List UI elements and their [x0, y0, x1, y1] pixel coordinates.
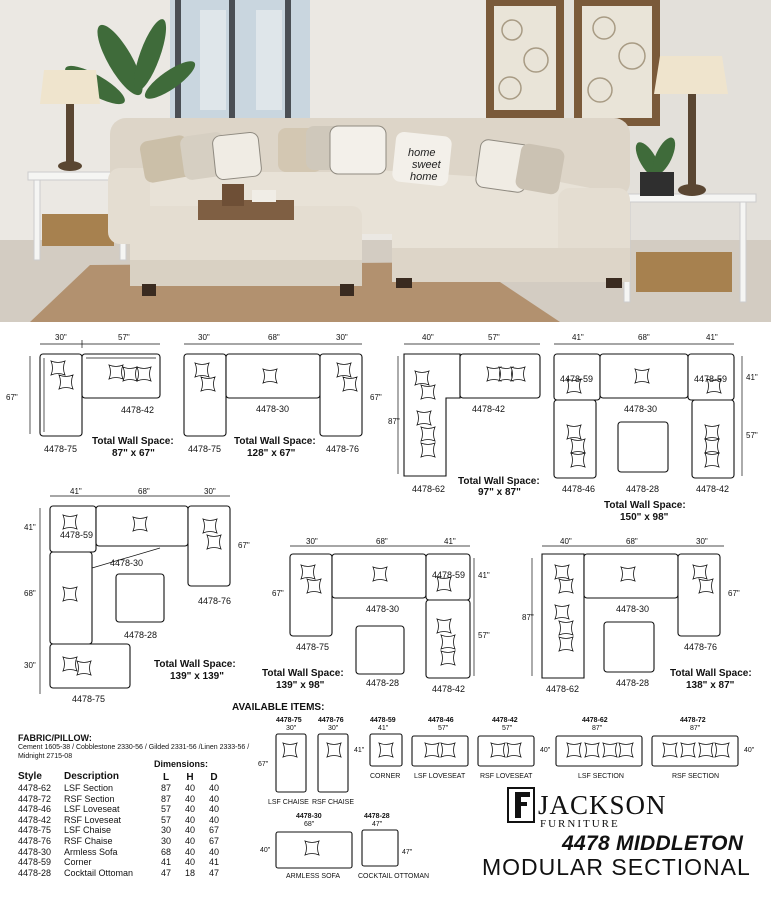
config-7: [522, 537, 752, 694]
config-6-code-2: 4478-75: [296, 642, 330, 652]
config-5-code-3: 4478-76: [198, 596, 232, 606]
item-depth-4478-72: 40": [744, 747, 755, 754]
col-style: Style: [18, 771, 42, 782]
config-5-dim-5: 67": [238, 541, 250, 550]
item-code-4478-72: 4478-72: [680, 717, 706, 724]
config-3-dim-3: 67": [370, 393, 382, 402]
item-width-4478-62: 87": [592, 725, 603, 732]
row-description: LSF Section: [64, 783, 114, 793]
config-1-code-1: 4478-75: [44, 444, 78, 454]
config-6-code-1: 4478-59: [432, 570, 466, 580]
config-4-code-6: 4478-42: [696, 484, 730, 494]
row-length: 57: [160, 804, 171, 815]
config-6-code-3: 4478-30: [366, 604, 400, 614]
table-row: [18, 847, 226, 858]
item-depth-4478-59: 41": [354, 747, 365, 754]
item-code-4478-59: 4478-59: [370, 717, 396, 724]
row-depth: 67: [208, 835, 219, 846]
config-2-wall-label: Total Wall Space:: [234, 436, 316, 447]
row-length: 30: [160, 825, 171, 836]
row-height: 18: [184, 867, 195, 878]
row-style: 4478-75: [18, 825, 52, 836]
item-width-4478-76: 30": [328, 725, 339, 732]
row-length: 87: [160, 793, 171, 804]
config-1: [6, 333, 174, 459]
config-7-wall-label: Total Wall Space:: [670, 668, 752, 679]
row-description: Corner: [64, 857, 92, 868]
item-depth-4478-42: 40": [540, 747, 551, 754]
item-width-4478-75: 30": [286, 725, 297, 732]
config-4-dim-3: 41": [706, 333, 718, 342]
fabric-options: Cement 1605-38 / Cobblestone 2330-56 / Gilded 2331-56 /Linen 2333-56 / Midnight 2715-08: [18, 744, 250, 760]
item-width-4478-28: 47": [372, 821, 383, 828]
row-description: LSF Loveseat: [64, 804, 120, 815]
row-length: 30: [160, 835, 171, 846]
config-7-dim-3: 30": [696, 537, 708, 546]
config-6-dim-3: 41": [444, 537, 456, 546]
config-3-code-2: 4478-42: [472, 404, 506, 414]
config-1-dim-1: 30": [55, 333, 67, 342]
jackson-logo-icon: [506, 786, 536, 824]
room-scene-photo: [0, 0, 771, 322]
config-4-dim-5: 57": [746, 431, 758, 440]
table-row: [18, 815, 226, 826]
config-6-wall: 139" x 98": [276, 680, 325, 691]
item-name-4478-75: LSF CHAISE: [268, 799, 309, 806]
config-5-code-2: 4478-30: [110, 558, 144, 568]
row-height: 40: [184, 814, 195, 825]
row-style: 4478-30: [18, 846, 52, 857]
config-1-dim-2: 57": [118, 333, 130, 342]
item-code-4478-62: 4478-62: [582, 717, 608, 724]
item-depth-4478-30: 40": [260, 847, 271, 854]
config-4-wall: 150" x 98": [620, 512, 669, 523]
row-height: 40: [184, 846, 195, 857]
item-width-4478-42: 57": [502, 725, 513, 732]
row-height: 40: [184, 783, 195, 793]
row-depth: 40: [208, 846, 219, 857]
row-style: 4478-62: [18, 783, 52, 793]
row-depth: 47: [208, 867, 219, 878]
pillow-text-line-3: home: [410, 171, 438, 183]
row-description: RSF Loveseat: [64, 814, 122, 825]
config-7-dim-5: 67": [728, 589, 740, 598]
config-6-dim-2: 68": [376, 537, 388, 546]
config-2-dim-1: 30": [198, 333, 210, 342]
config-5: [24, 487, 250, 704]
brand-block: [482, 786, 766, 896]
config-5-code-4: 4478-28: [124, 630, 158, 640]
row-length: 87: [160, 783, 171, 793]
config-2-dim-3: 30": [336, 333, 348, 342]
config-2-code-3: 4478-76: [326, 444, 360, 454]
product-line-title: 4478 MIDDLETON: [562, 832, 744, 855]
config-6-code-4: 4478-28: [366, 678, 400, 688]
config-5-dim-6: 68": [24, 589, 36, 598]
row-depth: 40: [208, 804, 219, 815]
table-row: [18, 836, 226, 847]
item-name-4478-72: RSF SECTION: [672, 773, 720, 780]
config-4: [554, 333, 758, 523]
config-6-code-5: 4478-42: [432, 684, 466, 694]
item-depth-4478-28: 47": [402, 849, 413, 856]
pillow-text-line-2: sweet: [412, 159, 441, 171]
row-depth: 41: [208, 857, 219, 868]
item-code-4478-30: 4478-30: [296, 813, 322, 820]
config-3: [370, 333, 540, 498]
col-height: H: [186, 771, 194, 783]
item-name-4478-30: ARMLESS SOFA: [286, 873, 341, 880]
config-4-code-4: 4478-46: [562, 484, 596, 494]
item-name-4478-62: LSF SECTION: [578, 773, 624, 780]
brand-subtitle: FURNITURE: [540, 818, 620, 830]
col-depth: D: [210, 771, 218, 783]
config-7-code-1: 4478-30: [616, 604, 650, 614]
item-name-4478-42: RSF LOVESEAT: [480, 773, 533, 780]
config-6: [262, 537, 490, 694]
item-name-4478-28: COCKTAIL OTTOMAN: [358, 873, 430, 880]
config-3-code-1: 4478-62: [412, 484, 446, 494]
col-length: L: [162, 771, 170, 783]
item-code-4478-42: 4478-42: [492, 717, 518, 724]
styles-table-header: [18, 771, 226, 783]
config-5-code-5: 4478-75: [72, 694, 106, 704]
config-7-code-2: 4478-76: [684, 642, 718, 652]
table-row: [18, 857, 226, 868]
config-4-code-2: 4478-30: [624, 404, 658, 414]
item-depth-4478-75: 67": [258, 761, 269, 768]
config-2: [184, 333, 362, 459]
config-2-code-2: 4478-30: [256, 404, 290, 414]
table-row: [18, 783, 226, 794]
row-length: 41: [160, 857, 171, 868]
config-7-wall: 138" x 87": [686, 680, 735, 691]
row-style: 4478-59: [18, 857, 52, 868]
fabric-section: [18, 733, 258, 761]
table-row: [18, 825, 226, 836]
table-row: [18, 804, 226, 815]
item-width-4478-72: 87": [690, 725, 701, 732]
config-6-dim-6: 57": [478, 631, 490, 640]
row-depth: 67: [208, 825, 219, 836]
config-2-code-1: 4478-75: [188, 444, 222, 454]
item-code-4478-76: 4478-76: [318, 717, 344, 724]
row-height: 40: [184, 857, 195, 868]
config-7-dim-4: 87": [522, 613, 534, 622]
config-4-code-5: 4478-28: [626, 484, 660, 494]
styles-table: [18, 771, 226, 878]
row-style: 4478-28: [18, 867, 52, 878]
item-name-4478-76: RSF CHAISE: [312, 799, 355, 806]
config-5-dim-2: 68": [138, 487, 150, 496]
config-6-dim-5: 41": [478, 571, 490, 580]
config-7-code-3: 4478-62: [546, 684, 580, 694]
config-1-code-2: 4478-42: [121, 405, 155, 415]
config-7-dim-2: 68": [626, 537, 638, 546]
item-width-4478-30: 68": [304, 821, 315, 828]
pillow-text-line-1: home: [408, 147, 436, 159]
config-3-wall-label: Total Wall Space:: [458, 476, 540, 487]
row-height: 40: [184, 793, 195, 804]
config-5-wall-label: Total Wall Space:: [154, 659, 236, 670]
dimensions-heading: Dimensions:: [154, 759, 209, 769]
row-length: 68: [160, 846, 171, 857]
row-description: Cocktail Ottoman: [64, 867, 134, 878]
config-4-dim-1: 41": [572, 333, 584, 342]
item-width-4478-46: 57": [438, 725, 449, 732]
row-length: 57: [160, 814, 171, 825]
config-1-wall-label: Total Wall Space:: [92, 436, 174, 447]
config-3-dim-2: 57": [488, 333, 500, 342]
config-4-dim-4: 41": [746, 373, 758, 382]
product-type-title: MODULAR SECTIONAL: [482, 854, 751, 880]
config-7-dim-1: 40": [560, 537, 572, 546]
config-5-code-1: 4478-59: [60, 530, 94, 540]
row-description: LSF Chaise: [64, 825, 112, 836]
config-5-dim-1: 41": [70, 487, 82, 496]
row-length: 47: [160, 867, 171, 878]
config-4-code-1: 4478-59: [560, 374, 594, 384]
available-items-heading: AVAILABLE ITEMS:: [232, 702, 325, 713]
row-height: 40: [184, 835, 195, 846]
config-3-dim-1: 40": [422, 333, 434, 342]
row-description: Armless Sofa: [64, 846, 118, 857]
config-1-wall: 87" x 67": [112, 448, 155, 459]
item-name-4478-46: LSF LOVESEAT: [414, 773, 466, 780]
config-3-dim-4: 87": [388, 417, 400, 426]
row-style: 4478-76: [18, 835, 52, 846]
fabric-heading: FABRIC/PILLOW:: [18, 733, 92, 743]
config-6-dim-1: 30": [306, 537, 318, 546]
row-description: RSF Chaise: [64, 835, 113, 846]
row-height: 40: [184, 825, 195, 836]
item-code-4478-46: 4478-46: [428, 717, 454, 724]
config-2-wall: 128" x 67": [247, 448, 296, 459]
table-row: [18, 794, 226, 805]
config-4-code-3: 4478-59: [694, 374, 728, 384]
row-depth: 40: [208, 783, 219, 793]
col-description: Description: [64, 771, 120, 782]
product-photo: [0, 0, 771, 322]
config-5-dim-7: 30": [24, 661, 36, 670]
row-style: 4478-46: [18, 804, 52, 815]
row-style: 4478-42: [18, 814, 52, 825]
config-5-dim-3: 30": [204, 487, 216, 496]
config-5-wall: 139" x 139": [170, 671, 224, 682]
config-6-wall-label: Total Wall Space:: [262, 668, 344, 679]
config-5-dim-4: 41": [24, 523, 36, 532]
row-description: RSF Section: [64, 793, 115, 804]
row-depth: 40: [208, 793, 219, 804]
config-3-wall: 97" x 87": [478, 487, 521, 498]
item-code-4478-75: 4478-75: [276, 717, 302, 724]
config-1-dim-3: 67": [6, 393, 18, 402]
config-4-dim-2: 68": [638, 333, 650, 342]
item-width-4478-59: 41": [378, 725, 389, 732]
table-row: [18, 868, 226, 879]
config-7-code-4: 4478-28: [616, 678, 650, 688]
config-4-wall-label: Total Wall Space:: [604, 500, 686, 511]
row-depth: 40: [208, 814, 219, 825]
config-6-dim-4: 67": [272, 589, 284, 598]
brand-name: JACKSON: [538, 790, 667, 820]
item-name-4478-59: CORNER: [370, 773, 401, 780]
item-code-4478-28: 4478-28: [364, 813, 390, 820]
config-2-dim-2: 68": [268, 333, 280, 342]
row-height: 40: [184, 804, 195, 815]
row-style: 4478-72: [18, 793, 52, 804]
